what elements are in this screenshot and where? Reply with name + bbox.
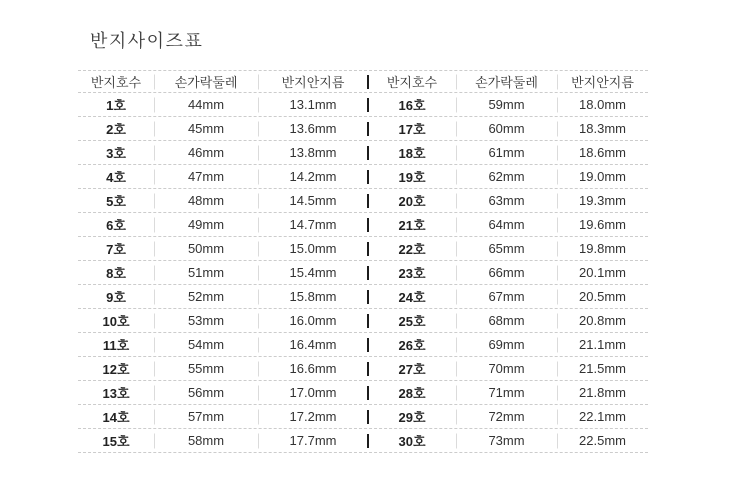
table-row	[78, 309, 648, 333]
diameter-cell: 21.1mm	[557, 333, 648, 356]
circumference-cell: 49mm	[154, 213, 258, 236]
header-circumference: 손가락둘레	[456, 71, 557, 92]
table-row	[78, 165, 648, 189]
circumference-cell: 62mm	[456, 165, 557, 188]
circumference-cell: 48mm	[154, 189, 258, 212]
ring-size-cell: 25호	[368, 309, 456, 332]
ring-size-cell: 1호	[106, 98, 126, 113]
diameter-cell: 19.0mm	[557, 165, 648, 188]
ring-size-cell: 16호	[368, 93, 456, 116]
ring-size-cell: 2호	[106, 122, 126, 137]
ring-size-cell: 11호	[102, 338, 130, 353]
diameter-cell: 16.6mm	[258, 357, 368, 380]
table-row	[78, 213, 648, 237]
table-row	[78, 429, 648, 453]
circumference-cell: 67mm	[456, 285, 557, 308]
ring-size-cell: 10호	[102, 314, 130, 329]
ring-size-cell: 20호	[368, 189, 456, 212]
table-row	[78, 117, 648, 141]
ring-size-cell: 12호	[102, 362, 130, 377]
circumference-cell: 58mm	[154, 429, 258, 452]
header-diameter: 반지안지름	[258, 71, 368, 92]
ring-size-cell: 23호	[368, 261, 456, 284]
ring-size-cell: 21호	[368, 213, 456, 236]
diameter-cell: 19.8mm	[557, 237, 648, 260]
circumference-cell: 73mm	[456, 429, 557, 452]
circumference-cell: 47mm	[154, 165, 258, 188]
table-row	[78, 357, 648, 381]
table-row	[78, 141, 648, 165]
diameter-cell: 14.2mm	[258, 165, 368, 188]
ring-size-cell: 17호	[368, 117, 456, 140]
table-row	[78, 381, 648, 405]
ring-size-cell: 4호	[106, 170, 126, 185]
diameter-cell: 18.6mm	[557, 141, 648, 164]
table-row	[78, 237, 648, 261]
diameter-cell: 16.0mm	[258, 309, 368, 332]
diameter-cell: 19.3mm	[557, 189, 648, 212]
circumference-cell: 64mm	[456, 213, 557, 236]
diameter-cell: 16.4mm	[258, 333, 368, 356]
table-row	[78, 261, 648, 285]
circumference-cell: 57mm	[154, 405, 258, 428]
diameter-cell: 13.1mm	[258, 93, 368, 116]
ring-size-cell: 14호	[102, 410, 130, 425]
ring-size-cell: 7호	[106, 242, 126, 257]
diameter-cell: 20.1mm	[557, 261, 648, 284]
ring-size-cell: 30호	[368, 429, 456, 452]
diameter-cell: 17.7mm	[258, 429, 368, 452]
circumference-cell: 65mm	[456, 237, 557, 260]
header-circumference: 손가락둘레	[154, 71, 258, 92]
diameter-cell: 21.8mm	[557, 381, 648, 404]
diameter-cell: 15.4mm	[258, 261, 368, 284]
ring-size-cell: 8호	[106, 266, 126, 281]
page-title: 반지사이즈표	[90, 31, 204, 51]
ring-size-cell: 15호	[102, 434, 130, 449]
ring-size-cell: 24호	[368, 285, 456, 308]
circumference-cell: 46mm	[154, 141, 258, 164]
diameter-cell: 20.5mm	[557, 285, 648, 308]
circumference-cell: 45mm	[154, 117, 258, 140]
diameter-cell: 22.5mm	[557, 429, 648, 452]
circumference-cell: 59mm	[456, 93, 557, 116]
circumference-cell: 66mm	[456, 261, 557, 284]
diameter-cell: 20.8mm	[557, 309, 648, 332]
diameter-cell: 17.2mm	[258, 405, 368, 428]
circumference-cell: 54mm	[154, 333, 258, 356]
table-row	[78, 93, 648, 117]
circumference-cell: 50mm	[154, 237, 258, 260]
diameter-cell: 22.1mm	[557, 405, 648, 428]
ring-size-cell: 5호	[106, 194, 126, 209]
circumference-cell: 61mm	[456, 141, 557, 164]
circumference-cell: 72mm	[456, 405, 557, 428]
ring-size-cell: 26호	[368, 333, 456, 356]
diameter-cell: 15.0mm	[258, 237, 368, 260]
table-row	[78, 333, 648, 357]
diameter-cell: 18.3mm	[557, 117, 648, 140]
ring-size-cell: 19호	[368, 165, 456, 188]
circumference-cell: 69mm	[456, 333, 557, 356]
circumference-cell: 60mm	[456, 117, 557, 140]
diameter-cell: 13.6mm	[258, 117, 368, 140]
table-row	[78, 189, 648, 213]
diameter-cell: 17.0mm	[258, 381, 368, 404]
circumference-cell: 71mm	[456, 381, 557, 404]
table-row	[78, 285, 648, 309]
diameter-cell: 14.7mm	[258, 213, 368, 236]
diameter-cell: 21.5mm	[557, 357, 648, 380]
circumference-cell: 63mm	[456, 189, 557, 212]
ring-size-cell: 28호	[368, 381, 456, 404]
ring-size-cell: 3호	[106, 146, 126, 161]
table-header-row	[78, 70, 648, 93]
circumference-cell: 56mm	[154, 381, 258, 404]
ring-size-table	[78, 70, 648, 453]
header-ring-size: 반지호수	[90, 75, 142, 90]
ring-size-cell: 27호	[368, 357, 456, 380]
ring-size-cell: 22호	[368, 237, 456, 260]
ring-size-cell: 29호	[368, 405, 456, 428]
diameter-cell: 13.8mm	[258, 141, 368, 164]
header-diameter: 반지안지름	[557, 71, 648, 92]
diameter-cell: 19.6mm	[557, 213, 648, 236]
header-ring-size: 반지호수	[368, 71, 456, 92]
table-row	[78, 405, 648, 429]
diameter-cell: 14.5mm	[258, 189, 368, 212]
circumference-cell: 53mm	[154, 309, 258, 332]
circumference-cell: 70mm	[456, 357, 557, 380]
diameter-cell: 18.0mm	[557, 93, 648, 116]
ring-size-cell: 18호	[368, 141, 456, 164]
ring-size-cell: 9호	[106, 290, 126, 305]
diameter-cell: 15.8mm	[258, 285, 368, 308]
circumference-cell: 51mm	[154, 261, 258, 284]
circumference-cell: 52mm	[154, 285, 258, 308]
ring-size-cell: 13호	[102, 386, 130, 401]
circumference-cell: 68mm	[456, 309, 557, 332]
circumference-cell: 55mm	[154, 357, 258, 380]
circumference-cell: 44mm	[154, 93, 258, 116]
ring-size-cell: 6호	[106, 218, 126, 233]
